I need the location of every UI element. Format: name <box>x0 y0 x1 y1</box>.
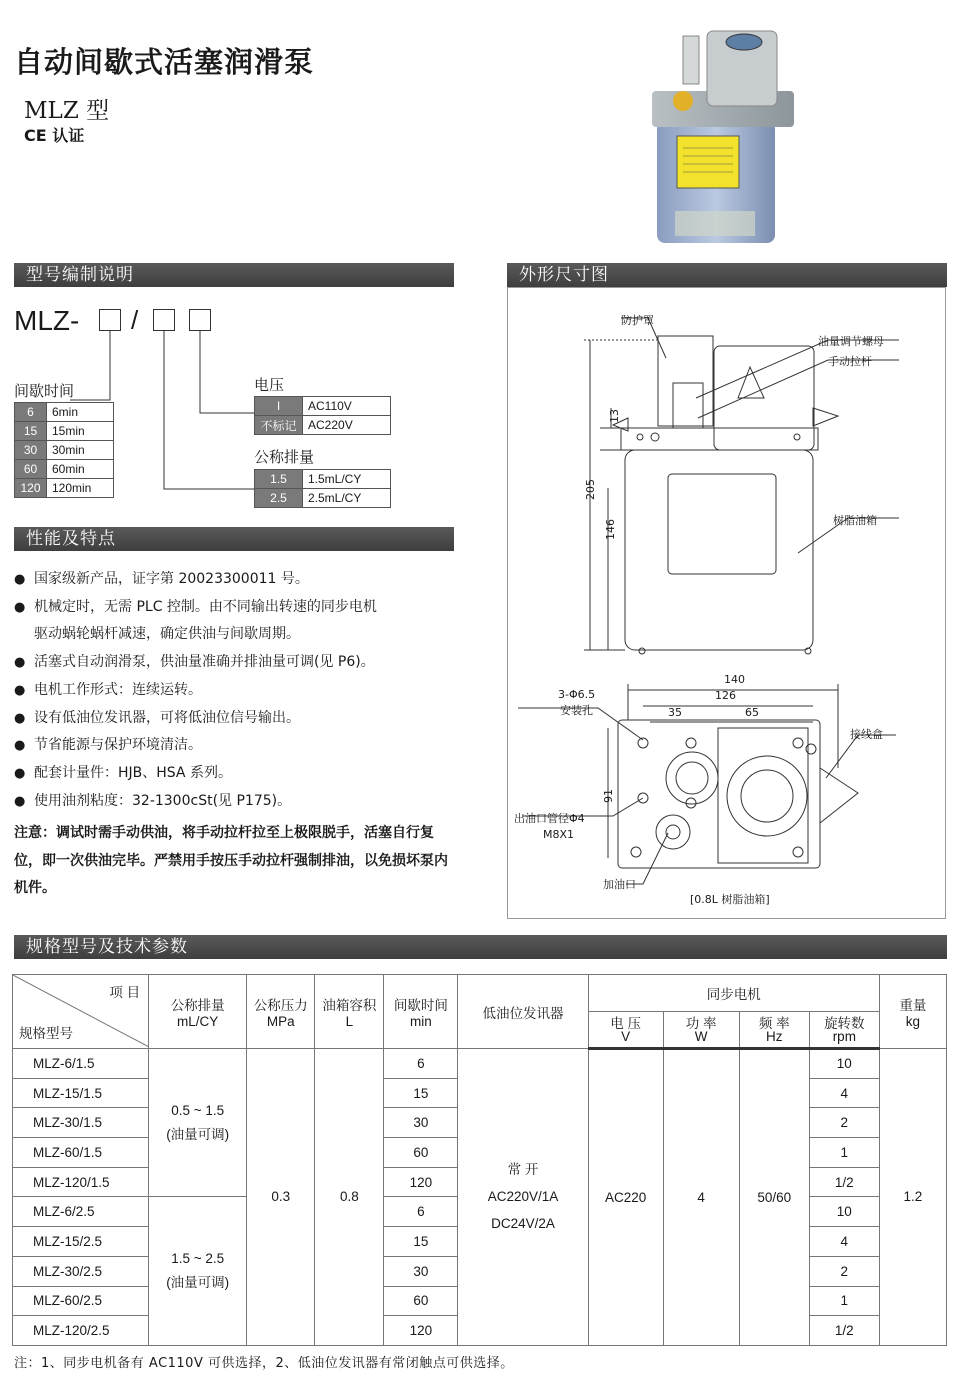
cell-rpm: 2 <box>809 1108 879 1138</box>
header-displacement: 公称排量 mL/CY <box>149 975 247 1049</box>
label-nut: 油量调节螺母 <box>818 335 884 348</box>
voltage-value: AC110V <box>303 397 391 416</box>
cell-interval: 60 <box>384 1286 458 1316</box>
voltage-table <box>254 396 391 435</box>
cell-rpm: 1 <box>809 1286 879 1316</box>
model-name: MLZ 型 <box>24 98 110 124</box>
voltage-code: I <box>255 397 303 416</box>
label-outlet: 出油口管径Φ4 <box>514 812 585 825</box>
cell-model: MLZ-60/2.5 <box>13 1286 149 1316</box>
interval-value: 60min <box>47 460 114 479</box>
cell-model: MLZ-6/1.5 <box>13 1049 149 1079</box>
interval-code: 15 <box>15 422 47 441</box>
cell-interval: 120 <box>384 1316 458 1346</box>
dim-65: 65 <box>745 706 759 719</box>
header-motor: 同步电机 <box>588 975 879 1012</box>
cell-rpm: 4 <box>809 1078 879 1108</box>
displacement-table <box>254 469 391 508</box>
footnote: 注：1、同步电机备有 AC110V 可供选择，2、低油位发讯器有常闭触点可供选择。 <box>14 1356 514 1371</box>
header-item: 项 目 <box>109 985 141 1000</box>
certification: CE 认证 <box>24 126 85 145</box>
cell-rpm: 1 <box>809 1138 879 1168</box>
cell-model: MLZ-15/1.5 <box>13 1078 149 1108</box>
voltage-code: 不标记 <box>255 416 303 435</box>
header-tank: 油箱容积 L <box>315 975 384 1049</box>
dim-140: 140 <box>724 673 745 686</box>
label-holes: 安装孔 <box>560 704 593 717</box>
displacement-value: 1.5mL/CY <box>303 470 391 489</box>
section-coding-header: 型号编制说明 <box>14 263 454 287</box>
interval-value: 30min <box>47 441 114 460</box>
code-prefix: MLZ- <box>14 305 80 336</box>
dimension-drawing <box>507 287 946 919</box>
feature-item: ● 配套计量件：HJB、HSA 系列。 <box>14 760 454 788</box>
page-title: 自动间歇式活塞润滑泵 <box>14 45 315 79</box>
cell-interval: 15 <box>384 1227 458 1257</box>
feature-item: ● 节省能源与保护环境清洁。 <box>14 732 454 760</box>
cell-tank: 0.8 <box>315 1049 384 1346</box>
header-item-model <box>13 975 149 1049</box>
interval-row <box>15 441 114 460</box>
feature-list <box>14 566 454 815</box>
displacement-code: 2.5 <box>255 489 303 508</box>
cell-interval: 30 <box>384 1256 458 1286</box>
label-tank: 树脂油箱 <box>833 514 877 527</box>
cell-rpm: 4 <box>809 1227 879 1257</box>
cell-model: MLZ-30/2.5 <box>13 1256 149 1286</box>
voltage-label: 电压 <box>254 376 285 394</box>
feature-item-continued: 驱动蜗轮蜗杆减速，确定供油与间歇周期。 <box>34 626 300 643</box>
feature-item: ● 使用油剂粘度：32-1300cSt(见 P175)。 <box>14 788 454 816</box>
interval-code: 120 <box>15 479 47 498</box>
interval-label: 间歇时间 <box>14 382 75 400</box>
cell-model: MLZ-15/2.5 <box>13 1227 149 1257</box>
header-pressure: 公称压力 MPa <box>247 975 315 1049</box>
label-junction-box: 接线盒 <box>850 728 883 741</box>
displacement-value: 2.5mL/CY <box>303 489 391 508</box>
interval-row <box>15 460 114 479</box>
cell-rpm: 1/2 <box>809 1167 879 1197</box>
interval-table <box>14 402 114 498</box>
interval-code: 30 <box>15 441 47 460</box>
interval-value: 15min <box>47 422 114 441</box>
header-weight: 重量 kg <box>879 975 946 1049</box>
label-holes-spec: 3-Φ6.5 <box>558 688 596 701</box>
header-voltage: 电 压 V <box>588 1012 663 1049</box>
cell-rpm: 1/2 <box>809 1316 879 1346</box>
interval-code: 60 <box>15 460 47 479</box>
code-slash: / <box>131 305 139 335</box>
displacement-label: 公称排量 <box>254 448 315 466</box>
cell-rpm: 10 <box>809 1197 879 1227</box>
cell-interval: 6 <box>384 1049 458 1079</box>
product-photo <box>647 26 802 248</box>
cell-pressure: 0.3 <box>247 1049 315 1346</box>
cell-voltage: AC220 <box>588 1049 663 1346</box>
header-frequency: 频 率 Hz <box>739 1012 809 1049</box>
label-outlet-thread: M8X1 <box>543 828 575 841</box>
cell-rpm: 10 <box>809 1049 879 1079</box>
label-lever: 手动拉杆 <box>828 355 872 368</box>
cell-interval: 6 <box>384 1197 458 1227</box>
cell-model: MLZ-120/1.5 <box>13 1167 149 1197</box>
feature-item: ● 电机工作形式：连续运转。 <box>14 677 454 705</box>
spec-table <box>12 974 947 1346</box>
cell-interval: 30 <box>384 1108 458 1138</box>
displacement-code: 1.5 <box>255 470 303 489</box>
header-power: 功 率 W <box>663 1012 739 1049</box>
cell-interval: 60 <box>384 1138 458 1168</box>
header-low-level: 低油位发讯器 <box>458 975 588 1049</box>
interval-row <box>15 422 114 441</box>
cell-model: MLZ-6/2.5 <box>13 1197 149 1227</box>
cell-frequency: 50/60 <box>739 1049 809 1346</box>
cell-interval: 15 <box>384 1078 458 1108</box>
interval-value: 6min <box>47 403 114 422</box>
feature-item: ● 活塞式自动润滑泵，供油量准确并排油量可调(见 P6)。 <box>14 649 454 677</box>
header-model: 规格型号 <box>19 1026 73 1041</box>
dim-35: 35 <box>668 706 682 719</box>
dim-146: 146 <box>604 519 617 540</box>
interval-value: 120min <box>47 479 114 498</box>
cell-displacement: 0.5 ~ 1.5 (油量可调) <box>149 1049 247 1197</box>
header-interval: 间歇时间 min <box>384 975 458 1049</box>
cell-interval: 120 <box>384 1167 458 1197</box>
cell-low-level: 常 开 AC220V/1A DC24V/2A <box>458 1049 588 1346</box>
voltage-value: AC220V <box>303 416 391 435</box>
dim-126: 126 <box>715 689 736 702</box>
section-dimensions-header: 外形尺寸图 <box>507 263 947 287</box>
notice-text: 注意：调试时需手动供油，将手动拉杆拉至上极限脱手，活塞自行复位，即一次供油完毕。严禁用手按压手动拉杆强制排油，以免损坏泵内机件。 <box>14 825 448 896</box>
feature-item: ● 设有低油位发讯器，可将低油位信号输出。 <box>14 705 454 733</box>
dim-91: 91 <box>602 789 615 803</box>
dim-205: 205 <box>584 479 597 500</box>
cell-model: MLZ-30/1.5 <box>13 1108 149 1138</box>
feature-item: ● 国家级新产品，证字第 20023300011 号。 <box>14 566 454 594</box>
label-inlet: 加油口 <box>603 878 636 891</box>
interval-code: 6 <box>15 403 47 422</box>
interval-row <box>15 479 114 498</box>
section-specs-header: 规格型号及技术参数 <box>14 935 947 959</box>
label-cover: 防护罩 <box>621 314 654 327</box>
cell-displacement: 1.5 ~ 2.5 (油量可调) <box>149 1197 247 1345</box>
dim-13: 13 <box>608 409 621 423</box>
drawing-caption: [0.8L 树脂油箱] <box>690 893 770 906</box>
table-row <box>13 1049 947 1079</box>
cell-model: MLZ-120/2.5 <box>13 1316 149 1346</box>
feature-item: ● 机械定时，无需 PLC 控制。由不同输出转速的同步电机 <box>14 594 454 622</box>
interval-row <box>15 403 114 422</box>
cell-power: 4 <box>663 1049 739 1346</box>
header-rpm: 旋转数 rpm <box>809 1012 879 1049</box>
cell-rpm: 2 <box>809 1256 879 1286</box>
section-features-header: 性能及特点 <box>14 527 454 551</box>
cell-weight: 1.2 <box>879 1049 946 1346</box>
cell-model: MLZ-60/1.5 <box>13 1138 149 1168</box>
